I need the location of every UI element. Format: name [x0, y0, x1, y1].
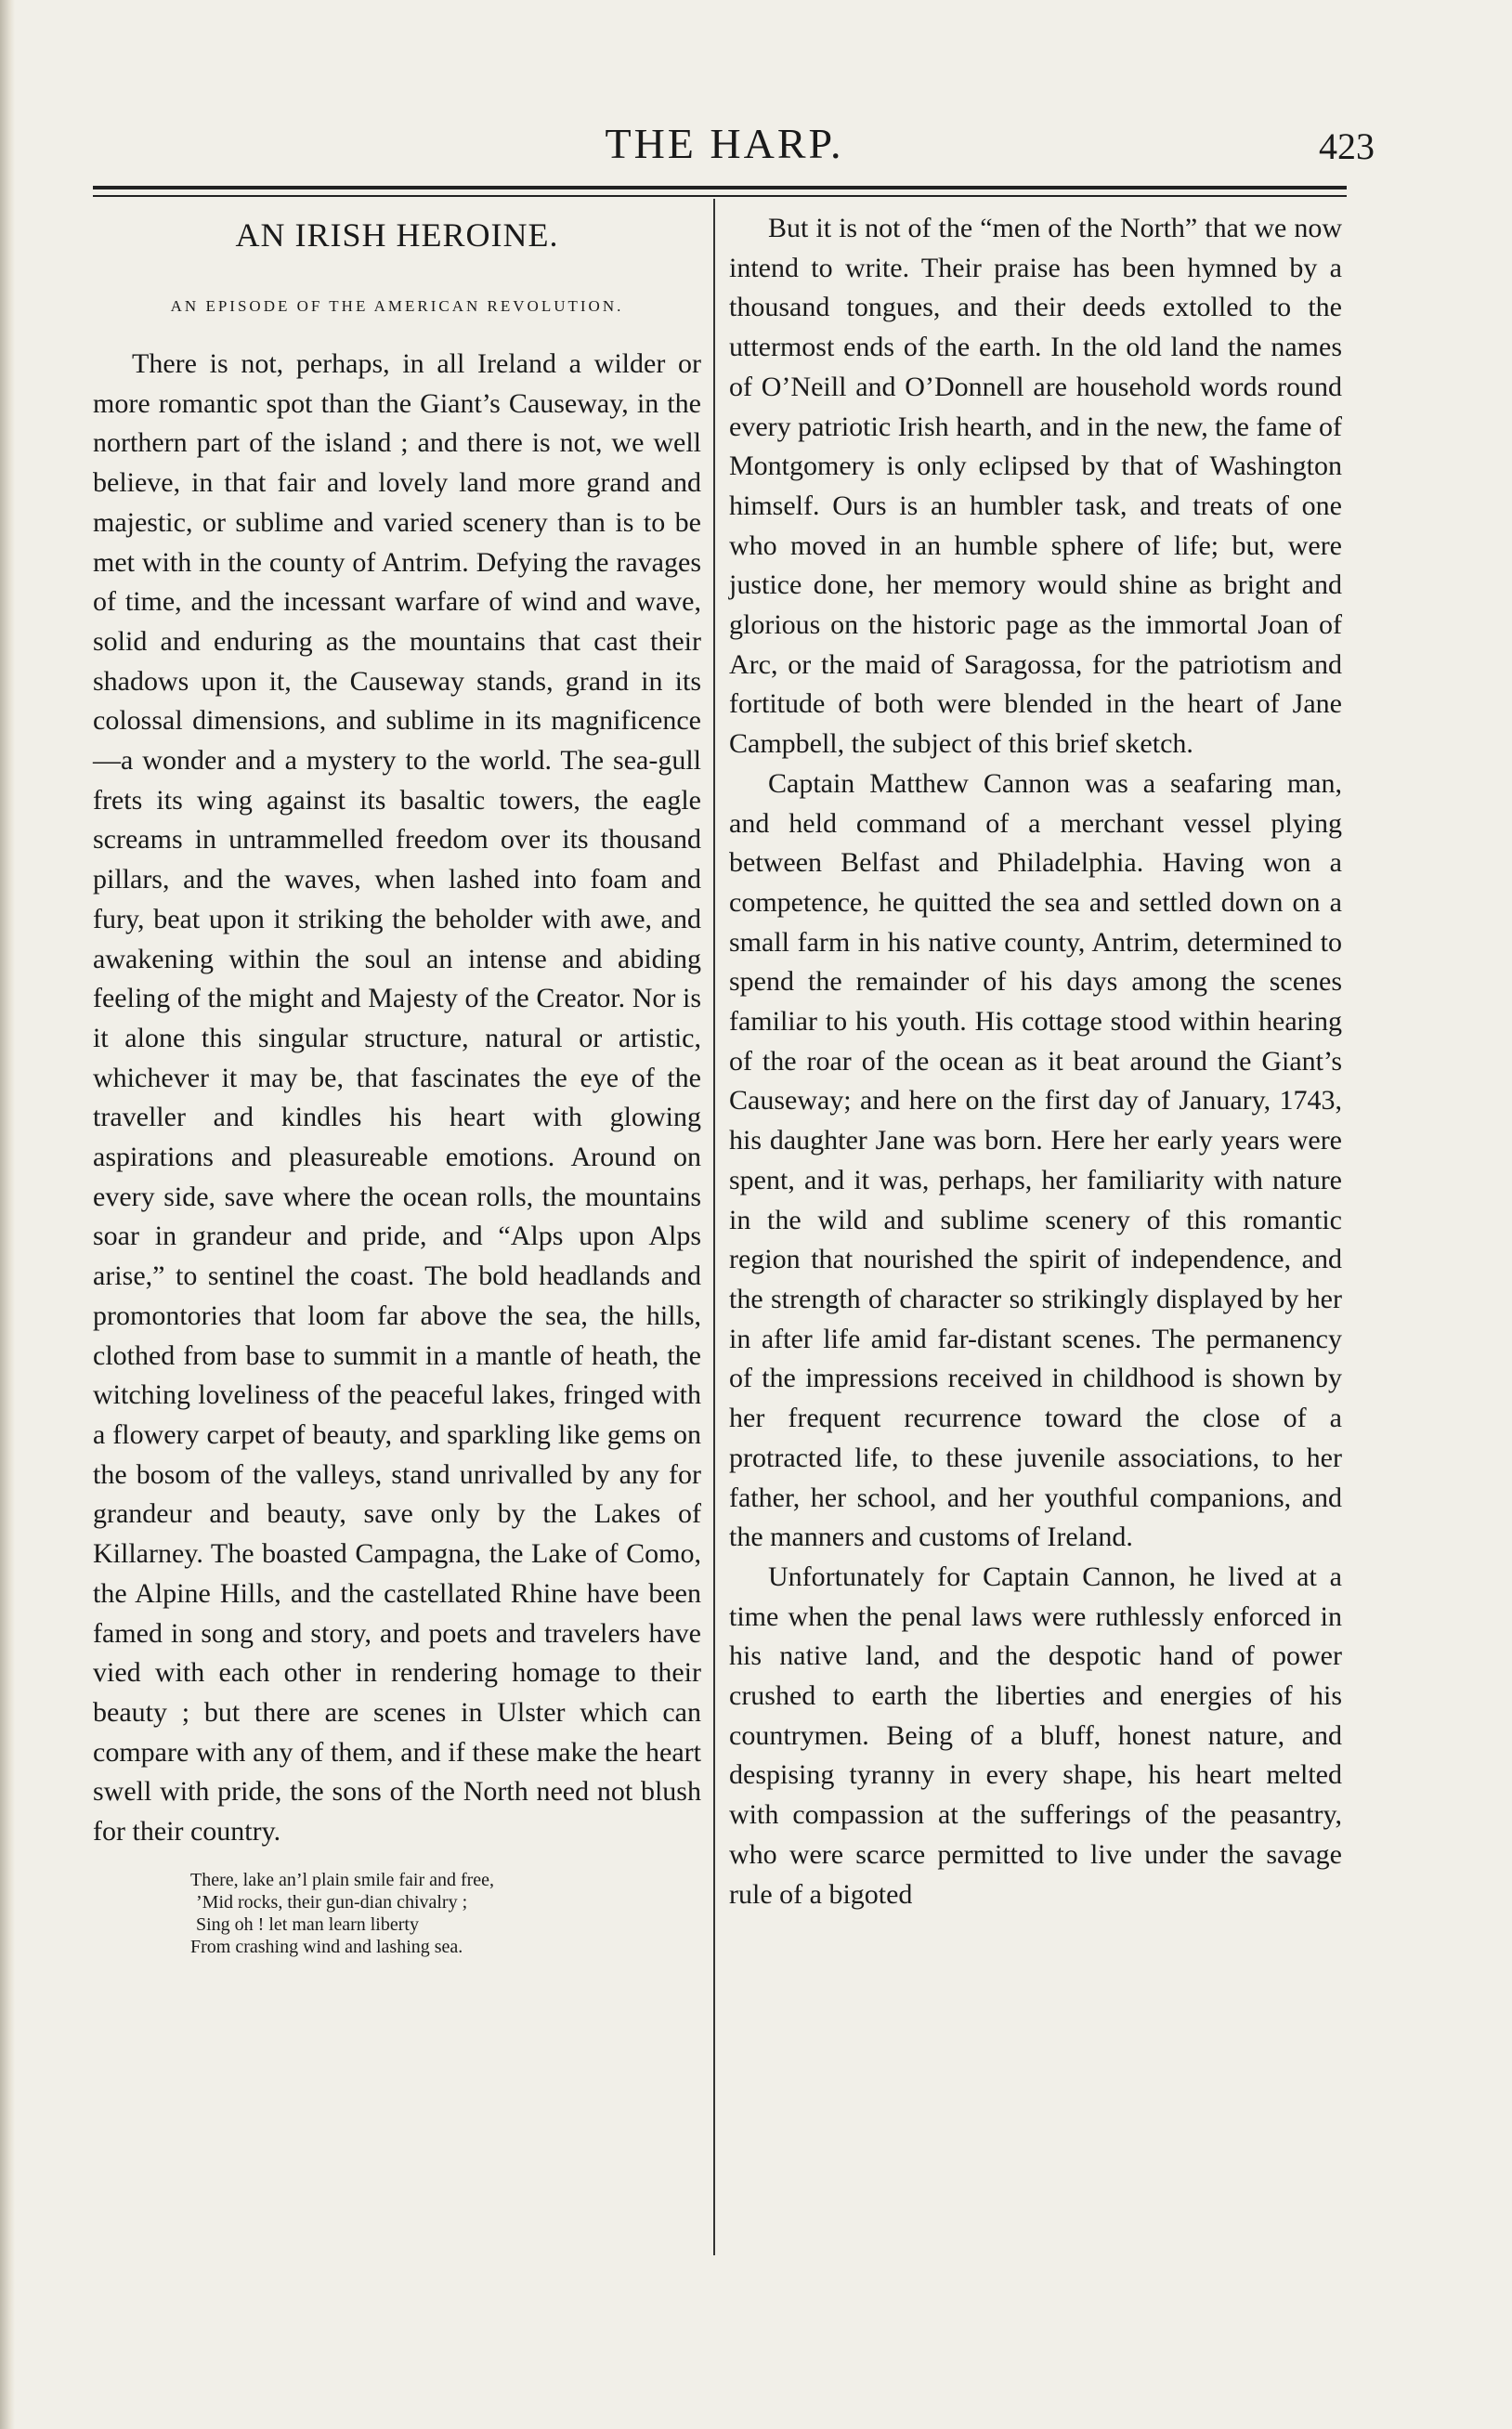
column-divider	[713, 199, 715, 2255]
article-paragraph: Unfortunately for Captain Cannon, he lived at a time when the penal laws were ruthlessly enforced in his native land, and the despotic hand of power crushed to earth the liberties and energies of his countrymen. Being of a bluff, honest nature, and despising tyranny in every shape, his heart melted with compassion at the sufferings of the peasantry, who were scarce permitted to live under the savage rule of a bigoted	[729, 1561, 1342, 1910]
verse-quote	[190, 1869, 701, 1958]
right-column	[729, 209, 1342, 1914]
verse-line: ’Mid rocks, their gun-dian chivalry ;	[196, 1891, 468, 1913]
article-paragraph: There is not, perhaps, in all Ireland a wilder or more romantic spot than the Giant’s Causeway, in the northern part of the island ; and there is not, we well believe, in that fair and lovely land more grand and majestic, or sublime and varied scenery than is to be met with in the county of Antrim. Defying the ravages of time, and the incessant warfare of wind and wave, solid and enduring as the mountains that cast their shadows upon it, the Causeway stands, grand in its colossal dimensions, and sublime in its magnificence—a wonder and a mystery to the world. The sea-gull frets its wing against its basaltic towers, the eagle screams in untrammelled freedom over its thousand pillars, and the waves, when lashed into foam and fury, beat upon it striking the beholder with awe, and awakening within the soul an intense and abiding feeling of the might and Majesty of the Creator. Nor is it alone this singular structure, natural or artistic, whichever it may be, that fascinates the eye of the traveller and kindles his heart with glowing aspirations and pleasureable emotions. Around on every side, save where the ocean rolls, the mountains soar in grandeur and pride, and “Alps upon Alps arise,” to sentinel the coast. The bold headlands and promontories that loom far above the sea, the hills, clothed from base to summit in a mantle of heath, the witching loveliness of the peaceful lakes, fringed with a flowery carpet of beauty, and sparkling like gems on the bosom of the valleys, stand unrivalled by any for grandeur and beauty, save only by the Lakes of Killarney. The boasted Campagna, the Lake of Como, the Alpine Hills, and the castellated Rhine have been famed in song and story, and poets and travelers have vied with each other in rendering homage to their beauty ; but there are scenes in Ulster which can compare with any of them, and if these make the heart swell with pride, the sons of the North need not blush for their country.	[93, 348, 701, 1848]
article-subtitle: AN EPISODE OF THE AMERICAN REVOLUTION.	[170, 297, 624, 315]
article-paragraph: Captain Matthew Cannon was a seafaring man, and held command of a merchant vessel plying between Belfast and Philadelphia. Having won a competence, he quitted the sea and settled down on a small farm in his native county, Antrim, determined to spend the remainder of his days among the scenes familiar to his youth. His cottage stood within hearing of the roar of the ocean as it beat around the Giant’s Causeway; and here on the first day of January, 1743, his daughter Jane was born. Here her early years were spent, and it was, perhaps, her familiarity with nature in the wild and sublime scenery of this romantic region that nourished the spirit of independence, and the strength of character so strikingly displayed by her in after life amid far-distant scenes. The permanency of the impressions received in childhood is shown by her frequent recurrence toward the close of a protracted life, to these juvenile associations, to her father, her school, and her youthful companions, and the manners and customs of Ireland.	[729, 767, 1342, 1553]
article-title: AN IRISH HEROINE.	[235, 216, 559, 254]
verse-line: Sing oh ! let man learn liberty	[196, 1913, 419, 1935]
page-header	[93, 119, 1375, 184]
header-rule-thin	[93, 195, 1347, 197]
running-title: THE HARP.	[605, 120, 844, 167]
verse-line: There, lake an’l plain smile fair and free,	[190, 1869, 495, 1890]
header-rule-thick	[93, 186, 1347, 189]
page-number: 423	[1319, 125, 1375, 167]
left-column	[93, 209, 701, 1958]
page-spine-shadow	[0, 0, 15, 2429]
verse-line: From crashing wind and lashing sea.	[190, 1936, 463, 1957]
article-paragraph: But it is not of the “men of the North” that we now intend to write. Their praise has been hymned by a thousand tongues, and their deeds extolled to the uttermost ends of the earth. In the old land the names of O’Neill and O’Donnell are household words round every patriotic Irish hearth, and in the new, the fame of Montgomery is only eclipsed by that of Washington himself. Ours is an humbler task, and treats of one who moved in an humble sphere of life; but, were justice done, her memory would shine as bright and glorious on the historic page as the immortal Joan of Arc, or the maid of Saragossa, for the patriotism and fortitude of both were blended in the heart of Jane Campbell, the subject of this brief sketch.	[729, 213, 1342, 760]
